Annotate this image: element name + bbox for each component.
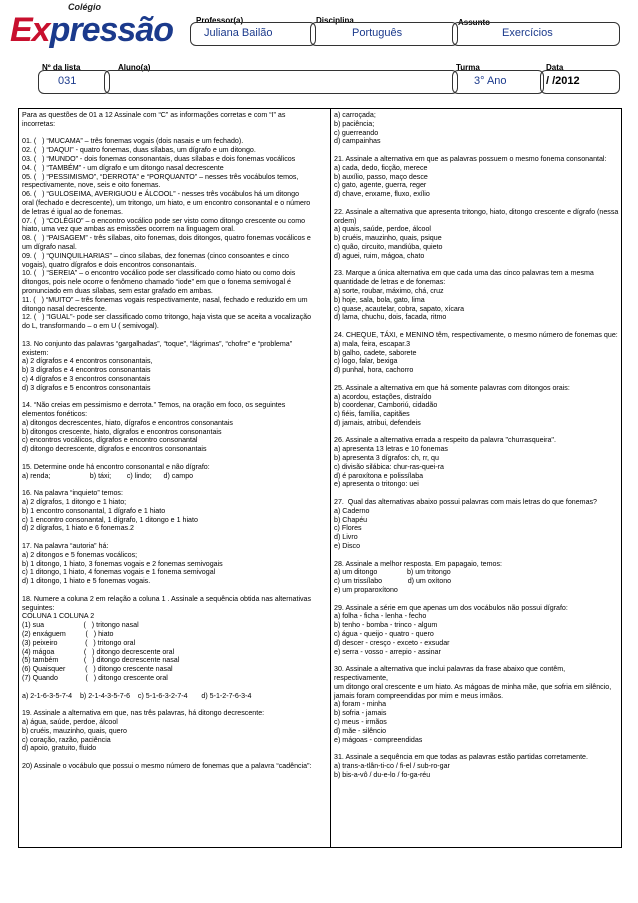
question-line: 17. Na palavra “autoria” há:	[22, 542, 109, 551]
question-line: a) 2 ditongos e 5 fonemas vocálicos;	[22, 550, 138, 559]
question-line	[22, 700, 328, 709]
question-line: a) sorte, roubar, máximo, chá, cruz	[334, 286, 444, 295]
question-line	[334, 375, 619, 384]
question-line	[334, 322, 619, 331]
question-line: a) 2-1-6-3-5-7-4 b) 2-1-4-3-5-7-6 c) 5-1-6-3-2-7-4 d) 5-1-2-7-6-3-4	[22, 691, 252, 700]
question-line: (1) sua ( ) tritongo nasal	[22, 621, 139, 630]
question-line: (6) Quaisquer ( ) ditongo crescente nasal	[22, 665, 173, 674]
question-line: c) Flores	[334, 524, 362, 533]
logo-brand-rest: pressão	[49, 11, 173, 49]
question-line: c) divisão silábica: chur-ras-quei-ra	[334, 462, 444, 471]
question-line: c) fiéis, família, capitães	[334, 410, 410, 419]
question-line: 10. ( ) “SEREIA” – o encontro vocálico pode ser classificado como hiato ou como dois	[22, 269, 296, 278]
question-line: a) acordou, estações, distraído	[334, 392, 432, 401]
question-line: d) 3 dígrafos e 5 encontros consonantais	[22, 383, 151, 392]
question-line	[22, 533, 328, 542]
question-line: (5) também ( ) ditongo decrescente nasal	[22, 656, 180, 665]
disciplina-label: Disciplina	[316, 16, 354, 25]
question-line: c) 4 dígrafos e 3 encontros consonantais	[22, 374, 151, 383]
question-line: b) galho, cadete, saborete	[334, 348, 417, 357]
question-line: 18. Numere a coluna 2 em relação a coluna 1 . Assinale a sequência obtida nas alternativas	[22, 594, 312, 603]
question-line: 23. Marque a única alternativa em que cada uma das cinco palavras tem a mesma	[334, 269, 594, 278]
question-line: 01. ( ) “MUCAMA” – três fonemas vogais (dois nasais e um fechado).	[22, 137, 244, 146]
question-line	[22, 586, 328, 595]
question-line: (7) Quando ( ) ditongo crescente oral	[22, 674, 168, 682]
question-line: ditongo nasal decrescente.	[22, 304, 107, 313]
question-line: ordem)	[334, 216, 357, 225]
question-line: e) mágoas - compreendidas	[334, 735, 423, 744]
question-line: 20) Assinale o vocábulo que possui o mesmo número de fonemas que a palavra “cadência”:	[22, 761, 312, 770]
question-line	[334, 595, 619, 604]
lista-label: Nº da lista	[42, 63, 81, 72]
question-line	[334, 146, 619, 155]
question-line	[22, 753, 328, 762]
question-line: (3) peixeiro ( ) tritongo oral	[22, 638, 136, 647]
question-line: c) coração, razão, paciência	[22, 735, 111, 744]
question-line: b) 1 encontro consonantal, 1 dígrafo e 1 hiato	[22, 506, 166, 515]
aluno-label: Aluno(a)	[118, 63, 151, 72]
question-line: de letras é igual ao de fonemas.	[22, 207, 123, 216]
question-line: a) foram - minha	[334, 700, 387, 709]
question-line: 26. Assinale a alternativa errada a respeito da palavra "churrasqueira".	[334, 436, 556, 445]
question-line: vogais), quatro dígrafos e dois encontros consonantais.	[22, 260, 197, 269]
question-line: b) coordenar, Camboriú, cidadão	[334, 401, 438, 410]
question-line: d) descer - cresço - exceto - exsudar	[334, 638, 450, 647]
question-line: a) cada, dedo, ficção, merece	[334, 163, 428, 172]
turma-label: Turma	[456, 63, 480, 72]
question-line: 16. Na palavra “inquieto” temos:	[22, 489, 123, 498]
question-line: a) água, saúde, perdoe, álcool	[22, 717, 118, 726]
question-line: um dígrafo nasal.	[22, 242, 77, 251]
question-line: b) 3 dígrafos e 4 encontros consonantais	[22, 366, 151, 375]
question-line: c) água - queijo - quatro - quero	[334, 630, 434, 639]
question-line: a) Caderno	[334, 506, 370, 515]
data-label: Data	[546, 63, 564, 72]
question-line: c) 1 encontro consonantal, 1 dígrafo, 1 ditongo e 1 hiato	[22, 515, 198, 524]
question-line: 04. ( ) “TAMBÉM” - um dígrafo e um ditongo nasal decrescente	[22, 163, 224, 172]
question-line: 07. ( ) “COLÉGIO” – o encontro vocálico pode ser visto como ditongo crescente ou como	[22, 216, 306, 225]
question-line: 29. Assinale a série em que apenas um dos vocábulos não possui dígrafo:	[334, 603, 568, 612]
right-column	[334, 111, 619, 780]
question-line: d) Livro	[334, 533, 358, 542]
question-line: b) paciência;	[334, 119, 375, 128]
question-line: b) sofria - jamais	[334, 709, 387, 718]
question-line: b) ditongos crescente, hiato, dígrafos e encontros consonantais	[22, 427, 222, 436]
question-line: 24. CHEQUE, TÁXI, e MENINO têm, respectivamente, o mesmo número de fonemas que:	[334, 330, 618, 339]
question-line: a) ditongos decrescentes, hiato, dígrafos e encontros consonantais	[22, 418, 233, 427]
question-line: 08. ( ) “PAISAGEM” - três sílabas, oito fonemas, dois ditongos, quatro fonemas vocálicos e	[22, 234, 311, 243]
question-line: COLUNA 1 COLUNA 2	[22, 612, 95, 621]
question-line: 30. Assinale a alternativa que inclui palavras da frase abaixo que contêm, respectivamente,	[334, 665, 568, 682]
question-line: b) bis-a-vô / du-e-lo / fo-ga-réu	[334, 770, 431, 779]
question-line: do L, transformando – o em U ( semivogal).	[22, 322, 159, 331]
question-line: 05. ( ) “PESSIMISMO”, “DERROTA” e “PORQUANTO” – nesses três vocábulos temos,	[22, 172, 299, 181]
question-line: jamais foram compreendidas por mim e meus irmãos.	[334, 691, 504, 700]
question-line	[22, 331, 328, 340]
question-line	[22, 393, 328, 402]
question-line	[334, 656, 619, 665]
question-line: 02. ( ) “DAQUI” - quatro fonemas, duas sílabas, um dígrafo e um ditongo.	[22, 146, 256, 155]
question-line	[334, 489, 619, 498]
logo-college-text: Colégio	[68, 2, 101, 12]
question-line: um ditongo oral crescente e um hiato. As mágoas de minha mãe, que sofria em silêncio,	[334, 682, 612, 691]
question-line: existem:	[22, 348, 49, 357]
question-line	[334, 199, 619, 208]
question-line	[22, 683, 328, 692]
question-line: c) encontros vocálicos, dígrafos e encontro consonantal	[22, 436, 198, 445]
question-line: a) carroçada;	[334, 111, 376, 119]
school-logo	[10, 2, 190, 52]
question-line: oral (fechado e decrescente), um tritongo, um hiato, e um encontro consonantal e o número	[22, 198, 311, 207]
question-line: c) gato, agente, guerra, reger	[334, 181, 427, 190]
question-line: Para as questões de 01 a 12 Assinale com “C” as informações corretas e com “I” as	[22, 111, 286, 119]
question-line: 03. ( ) “MUNDO” - dois fonemas consonantais, duas sílabas e dois fonemas vocálicos	[22, 154, 296, 163]
question-line: (4) mágoa ( ) ditongo decrescente oral	[22, 647, 175, 656]
question-line: b) apresenta 3 dígrafos: ch, rr, qu	[334, 454, 439, 463]
question-line: c) um trissílabo d) um oxítono	[334, 577, 452, 586]
question-line	[334, 744, 619, 753]
question-line: pronunciado em duas sílabas, sem estar grafado em ambas.	[22, 286, 213, 295]
question-line: a) trans-a-tlân-ti-co / fi-el / sub-ro-gar	[334, 761, 450, 770]
question-line: a) renda; b) táxi; c) lindo; d) campo	[22, 471, 194, 480]
question-line: b) tenho - bomba - trinco - algum	[334, 621, 438, 630]
question-line: e) serra - vosso - arrepio - assinar	[334, 647, 441, 656]
question-line: 12. ( ) “IGUAL”- pode ser classificado como tritongo, haja vista que se aceita a vocalização	[22, 313, 312, 322]
question-line: 11. ( ) “MUITO” – três fonemas vogais respectivamente, nasal, fechado e reduzido em um	[22, 295, 308, 304]
lista-value: 031	[58, 75, 77, 87]
question-line	[334, 551, 619, 560]
logo-brand-ex: Ex	[10, 11, 50, 49]
question-line: b) 1 ditongo, 1 hiato, 3 fonemas vogais e 2 fonemas semivogais	[22, 559, 223, 568]
logo-brand	[10, 10, 173, 50]
question-line: b) Chapéu	[334, 515, 368, 524]
question-line: 21. Assinale a alternativa em que as palavras possuem o mesmo fonema consonantal:	[334, 154, 607, 163]
question-line: c) quão, circuito, mandiúba, quieto	[334, 242, 443, 251]
question-line	[334, 428, 619, 437]
question-line: b) hoje, sala, bola, gato, lima	[334, 295, 425, 304]
question-line: a) um ditongo b) um tritongo	[334, 568, 451, 577]
question-line: d) punhal, hora, cachorro	[334, 366, 414, 375]
question-line: 06. ( ) “GULOSEIMA, AVERIGUOU e ÁLCOOL” - nesses três vocábulos há um ditongo	[22, 190, 300, 199]
question-line: 15. Determine onde há encontro consonantal e não dígrafo:	[22, 462, 210, 471]
question-line: d) 1 ditongo, 1 hiato e 5 fonemas vogais.	[22, 577, 151, 586]
questions-area	[18, 108, 622, 848]
question-line: d) lama, chuchu, dois, facada, ritmo	[334, 313, 447, 322]
professor-value: Juliana Bailão	[204, 27, 273, 39]
question-line: d) aguei, ruim, mágoa, chato	[334, 251, 425, 260]
question-line: 13. No conjunto das palavras “gargalhadas”, “toque”, “lágrimas”, “chofre” e “problema”	[22, 339, 293, 348]
question-line: incorretas:	[22, 119, 56, 128]
question-line	[22, 480, 328, 489]
question-line: a) folha - ficha - lenha - fecho	[334, 612, 427, 621]
question-line: a) mala, feira, escapar.3	[334, 339, 411, 348]
aluno-box[interactable]	[104, 70, 458, 94]
question-line: 09. ( ) “QUINQUILHARIAS” – cinco sílabas, dez fonemas (cinco consoantes e cinco	[22, 251, 289, 260]
question-line: d) 2 dígrafos, 1 hiato e 6 fonemas.2	[22, 524, 134, 533]
question-line: e) Disco	[334, 542, 361, 551]
question-line	[22, 129, 328, 138]
question-line	[22, 454, 328, 463]
question-line: c) logo, falar, bexiga	[334, 357, 398, 366]
question-line: ditongos, pois nele ocorre o fenômeno chamado “iode” em que o fonema semivogal é	[22, 278, 291, 287]
question-line: c) quase, acautelar, cobra, sapato, xícara	[334, 304, 465, 313]
question-line: seguintes:	[22, 603, 55, 612]
disciplina-value: Português	[352, 27, 403, 39]
question-line: a) apresenta 13 letras e 10 fonemas	[334, 445, 448, 454]
professor-label: Professor(a)	[196, 16, 244, 25]
question-line: b) auxílio, passo, maço desce	[334, 172, 428, 181]
question-line: hiato, uma vez que ambas as emissões ocorrem na linguagem oral.	[22, 225, 235, 234]
question-line: e) um proparoxítono	[334, 586, 398, 595]
question-line: c) 1 ditongo, 1 hiato, 4 fonemas vogais e 1 fonema semivogal	[22, 568, 216, 577]
turma-value: 3° Ano	[474, 75, 507, 87]
question-line: d) campainhas	[334, 137, 381, 146]
question-line: a) 2 dígrafos, 1 ditongo e 1 hiato;	[22, 498, 127, 507]
question-line: a) 2 dígrafos e 4 encontros consonantais,	[22, 357, 153, 366]
question-line: d) mãe - silêncio	[334, 726, 387, 735]
question-line: 14. “Não creias em pessimismo e derrota.” Temos, na oração em foco, os seguintes	[22, 401, 286, 410]
left-column	[22, 111, 328, 771]
question-line: 19. Assinale a alternativa em que, nas três palavras, há ditongo decrescente:	[22, 709, 265, 718]
question-line: d) ditongo decrescente, dígrafos e encontros consonantais	[22, 445, 207, 454]
question-line: d) chave, enxame, fluxo, exílio	[334, 190, 430, 199]
question-line: 22. Assinale a alternativa que apresenta tritongo, hiato, ditongo crescente e dígrafo (nessa	[334, 207, 619, 216]
question-line	[334, 261, 619, 270]
question-line: d) jamais, atribui, defendeis	[334, 418, 421, 427]
question-line: d) é paroxítona e polissílaba	[334, 471, 424, 480]
question-line: elementos fonéticos:	[22, 410, 88, 419]
assunto-value: Exercícios	[502, 27, 553, 39]
question-line: (2) enxáguem ( ) hiato	[22, 630, 114, 639]
question-line: a) quais, saúde, perdoe, álcool	[334, 225, 432, 234]
question-line: b) cruéis, mauzinho, quais, quero	[22, 726, 127, 735]
question-line: c) guerreando	[334, 128, 379, 137]
question-line: quantidade de letras e de fonemas:	[334, 278, 446, 287]
question-line: 27. Qual das alternativas abaixo possui palavras com mais letras do que fonemas?	[334, 498, 598, 507]
question-line: e) apresenta o tritongo: uei	[334, 480, 419, 489]
assunto-label: Assunto	[458, 18, 490, 27]
question-line: d) apoio, gratuito, fluido	[22, 744, 97, 753]
question-line: 31. Assinale a sequência em que todas as palavras estão partidas corretamente.	[334, 753, 588, 762]
column-divider	[330, 109, 331, 847]
data-value: / /2012	[546, 75, 580, 87]
question-line: b) cruéis, mauzinho, quais, psique	[334, 234, 442, 243]
question-line: 25. Assinale a alternativa em que há somente palavras com ditongos orais:	[334, 383, 570, 392]
question-line: 28. Assinale a melhor resposta. Em papagaio, temos:	[334, 559, 502, 568]
question-line: c) meus - irmãos	[334, 717, 387, 726]
question-line: respectivamente, nove, seis e oito fonemas.	[22, 181, 161, 190]
